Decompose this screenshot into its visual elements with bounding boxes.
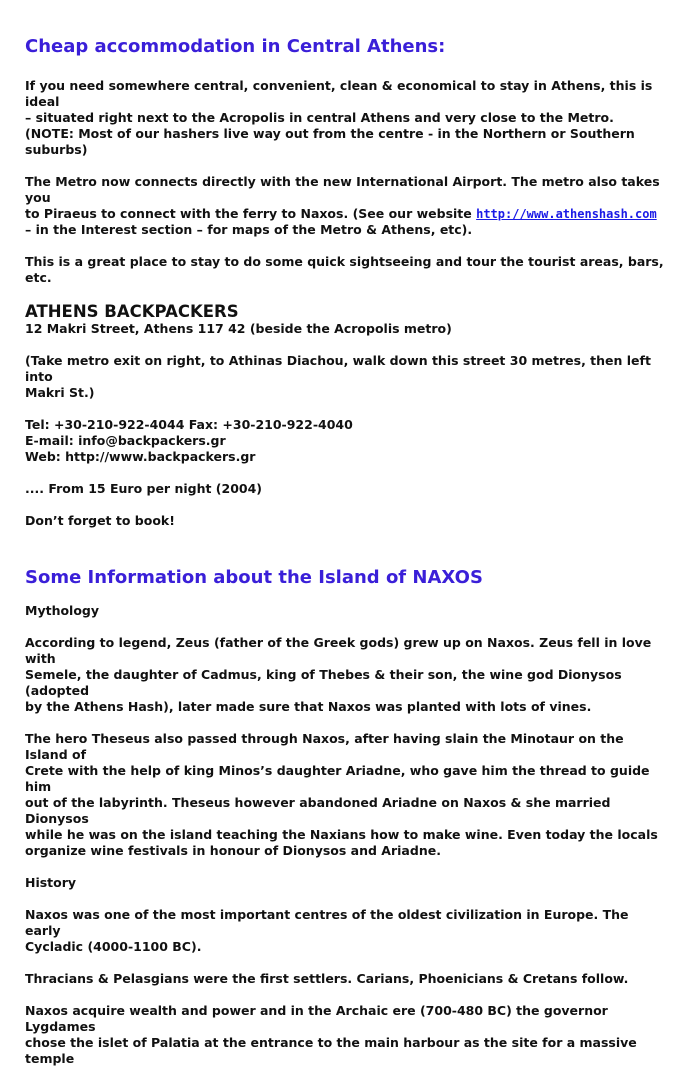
- text-line: Crete with the help of king Minos’s daughter Ariadne, who gave him the thread to guide him: [25, 763, 650, 794]
- tel-fax: Tel: +30-210-922-4044 Fax: +30-210-922-4040: [25, 417, 353, 432]
- intro-line: (NOTE: Most of our hashers live way out from the centre - in the Northern or Southern: [25, 126, 635, 141]
- text-line: Semele, the daughter of Cadmus, king of Thebes & their son, the wine god Dionysos (adopted: [25, 667, 622, 698]
- mythology-paragraph-1: [25, 635, 665, 715]
- section-heading-accommodation: Cheap accommodation in Central Athens:: [25, 36, 446, 57]
- text-line: by the Athens Hash), later made sure that Naxos was planted with lots of vines.: [25, 699, 592, 714]
- metro-line: [25, 206, 665, 222]
- text-line: while he was on the island teaching the Naxians how to make wine. Even today the locals: [25, 827, 658, 842]
- mythology-heading: Mythology: [25, 603, 100, 618]
- mythology-paragraph-2: [25, 731, 665, 859]
- text-line: Naxos was one of the most important centres of the oldest civilization in Europe. The early: [25, 907, 629, 938]
- directions-line: (Take metro exit on right, to Athinas Diachou, walk down this street 30 metres, then left into: [25, 353, 651, 384]
- history-paragraph-2: Thracians & Pelasgians were the first settlers. Carians, Phoenicians & Cretans follow.: [25, 971, 629, 986]
- text-line: The hero Theseus also passed through Naxos, after having slain the Minotaur on the Island of: [25, 731, 624, 762]
- document-page: [25, 36, 665, 1083]
- text-line: Naxos acquire wealth and power and in the Archaic ere (700-480 BC) the governor Lygdames: [25, 1003, 608, 1034]
- hostel-name: ATHENS BACKPACKERS: [25, 302, 239, 321]
- text-line: According to legend, Zeus (father of the Greek gods) grew up on Naxos. Zeus fell in love with: [25, 635, 652, 666]
- metro-paragraph: [25, 174, 665, 238]
- intro-line: If you need somewhere central, convenient, clean & economical to stay in Athens, this is ideal: [25, 78, 653, 109]
- text-line: chose the islet of Palatia at the entrance to the main harbour as the site for a massive temple: [25, 1035, 637, 1066]
- text-line: out of the labyrinth. Theseus however abandoned Ariadne on Naxos & she married Dionysos: [25, 795, 611, 826]
- intro-line: suburbs): [25, 142, 88, 157]
- web-line: Web: http://www.backpackers.gr: [25, 449, 256, 464]
- text-line: organize wine festivals in honour of Dionysos and Ariadne.: [25, 843, 441, 858]
- metro-line-text: to Piraeus to connect with the ferry to Naxos. (See our website: [25, 206, 477, 221]
- directions-paragraph: [25, 353, 665, 401]
- history-paragraph-3: [25, 1003, 665, 1067]
- metro-line: The Metro now connects directly with the new International Airport. The metro also takes you: [25, 174, 660, 205]
- history-paragraph-1: [25, 907, 665, 955]
- hostel-address: 12 Makri Street, Athens 117 42 (beside the Acropolis metro): [25, 321, 452, 336]
- email-line: E-mail: info@backpackers.gr: [25, 433, 226, 448]
- hostel-block: [25, 302, 665, 337]
- reminder-line: Don’t forget to book!: [25, 513, 175, 528]
- history-heading: History: [25, 875, 77, 890]
- intro-paragraph: [25, 78, 665, 158]
- contact-block: [25, 417, 665, 465]
- metro-line: – in the Interest section – for maps of the Metro & Athens, etc).: [25, 222, 473, 237]
- sightseeing-paragraph: This is a great place to stay to do some quick sightseeing and tour the tourist areas, bars, etc.: [25, 254, 664, 285]
- section-heading-naxos: Some Information about the Island of NAXOS: [25, 567, 483, 588]
- price-line: .... From 15 Euro per night (2004): [25, 481, 263, 496]
- directions-line: Makri St.): [25, 385, 95, 400]
- website-link[interactable]: http://www.athenshash.com: [476, 207, 657, 221]
- intro-line: – situated right next to the Acropolis in central Athens and very close to the Metro.: [25, 110, 614, 125]
- text-line: Cycladic (4000-1100 BC).: [25, 939, 202, 954]
